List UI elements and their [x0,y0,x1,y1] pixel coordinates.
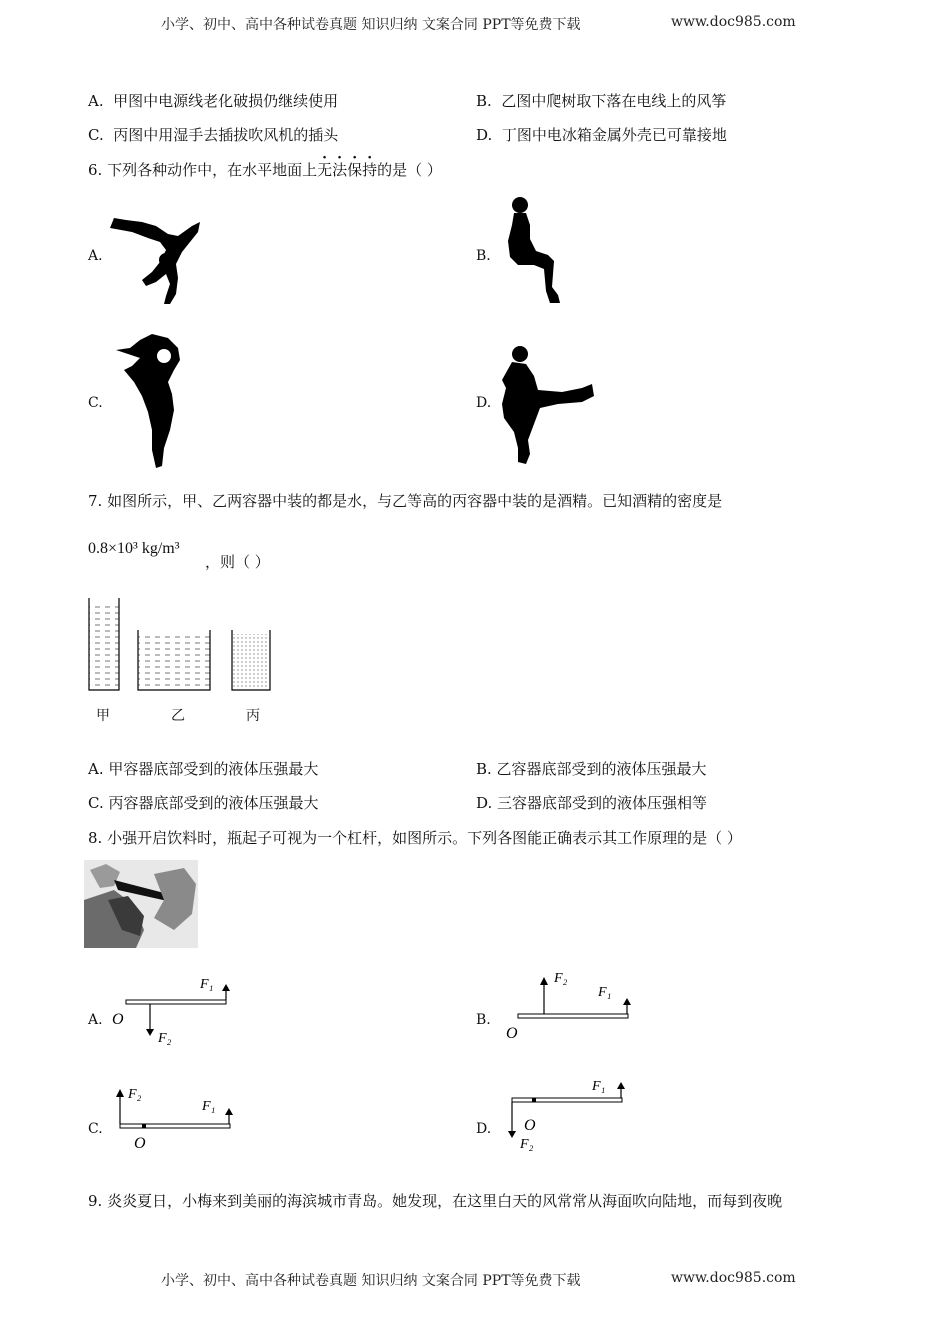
emphasis-dots [317,161,377,179]
lever-diagram-c [108,1080,248,1156]
fulcrum-label: O [134,1135,146,1152]
q5-option-b[interactable] [476,90,726,111]
stem-text: 6. 下列各种动作中，在水平地面上 [88,161,318,179]
force-label-f1: F₁ [202,1099,216,1114]
q7-stem-cont: ，则（ ） [205,553,270,571]
q6-option-b-label[interactable]: B. [476,248,491,264]
force-label-f2: F₂ [128,1087,142,1102]
q5-option-a[interactable] [88,90,338,111]
q7-option-b[interactable]: B. 乙容器底部受到的液体压强最大 [476,760,707,778]
option-letter: D. [476,126,493,144]
q6-stem [88,159,442,180]
option-letter: A. [88,92,104,110]
fulcrum-label: O [524,1117,536,1134]
emph-char: 持 [362,161,378,179]
force-label-f1: F₁ [592,1079,606,1094]
force-label-f1: F₁ [200,977,214,992]
force-label-f2: F₂ [158,1031,172,1046]
q7-density-formula: 0.8×10³ kg/m³ [88,540,180,557]
container-label-yi: 乙 [171,708,185,724]
stem-text: 的是（ ） [377,161,442,179]
option-text: 甲图中电源线老化破损仍继续使用 [113,92,339,110]
option-letter: C. [88,126,104,144]
lever-diagram-a [108,970,248,1050]
q7-option-c[interactable]: C. 丙容器底部受到的液体压强最大 [88,794,319,812]
lever-diagram-d [500,1074,640,1158]
q5-option-d[interactable] [476,124,727,145]
lever-diagram-b [500,962,640,1046]
container-bing [232,630,270,690]
q7-stem: 7. 如图所示，甲、乙两容器中装的都是水，与乙等高的丙容器中装的是酒精。已知酒精的密度是 [88,492,723,510]
q5-option-c[interactable] [88,124,338,145]
footer-text: 小学、初中、高中各种试卷真题 知识归纳 文案合同 PPT等免费下载 [161,1273,581,1289]
q6-option-c-label[interactable]: C. [88,395,103,411]
sitting-silhouette-icon [500,195,570,307]
emph-char: 保 [347,161,363,179]
q8-option-c-label[interactable]: C. [88,1121,103,1137]
emph-char: 法 [332,161,348,179]
breakdance-silhouette-icon [108,212,203,307]
q8-option-a-label[interactable]: A. [88,1012,103,1028]
fulcrum-label: O [506,1025,518,1042]
header-site-link[interactable]: www.doc985.com [671,14,796,30]
q7-option-a[interactable]: A. 甲容器底部受到的液体压强最大 [88,760,319,778]
emph-char: 无 [317,161,333,179]
ballet-silhouette-icon [112,330,184,470]
kick-silhouette-icon [498,344,596,466]
q8-option-d-label[interactable]: D. [476,1121,492,1137]
force-label-f2: F₂ [554,971,568,986]
option-letter: B. [476,92,492,110]
q9-stem: 9. 炎炎夏日，小梅来到美丽的海滨城市青岛。她发现，在这里白天的风常常从海面吹向陆地，而每到夜晚 [88,1192,783,1210]
container-yi [138,630,210,690]
container-label-jia: 甲 [96,708,110,724]
footer-site-link[interactable]: www.doc985.com [671,1270,796,1286]
bottle-opener-photo-icon [84,860,198,948]
fulcrum-label: O [112,1011,124,1028]
q8-option-b-label[interactable]: B. [476,1012,491,1028]
force-label-f1: F₁ [598,985,612,1000]
q6-option-d-label[interactable]: D. [476,395,492,411]
option-text: 丙图中用湿手去插拔吹风机的插头 [113,126,339,144]
option-text: 丁图中电冰箱金属外壳已可靠接地 [501,126,727,144]
container-jia [89,598,119,690]
force-label-f2: F₂ [520,1137,534,1152]
container-label-bing: 丙 [246,708,260,724]
header-text: 小学、初中、高中各种试卷真题 知识归纳 文案合同 PPT等免费下载 [161,17,581,33]
q6-option-a-label[interactable]: A. [88,248,103,264]
option-text: 乙图中爬树取下落在电线上的风筝 [501,92,727,110]
q7-option-d[interactable]: D. 三容器底部受到的液体压强相等 [476,794,708,812]
q8-stem: 8. 小强开启饮料时，瓶起子可视为一个杠杆，如图所示。下列各图能正确表示其工作原理的是（ ） [88,829,742,847]
